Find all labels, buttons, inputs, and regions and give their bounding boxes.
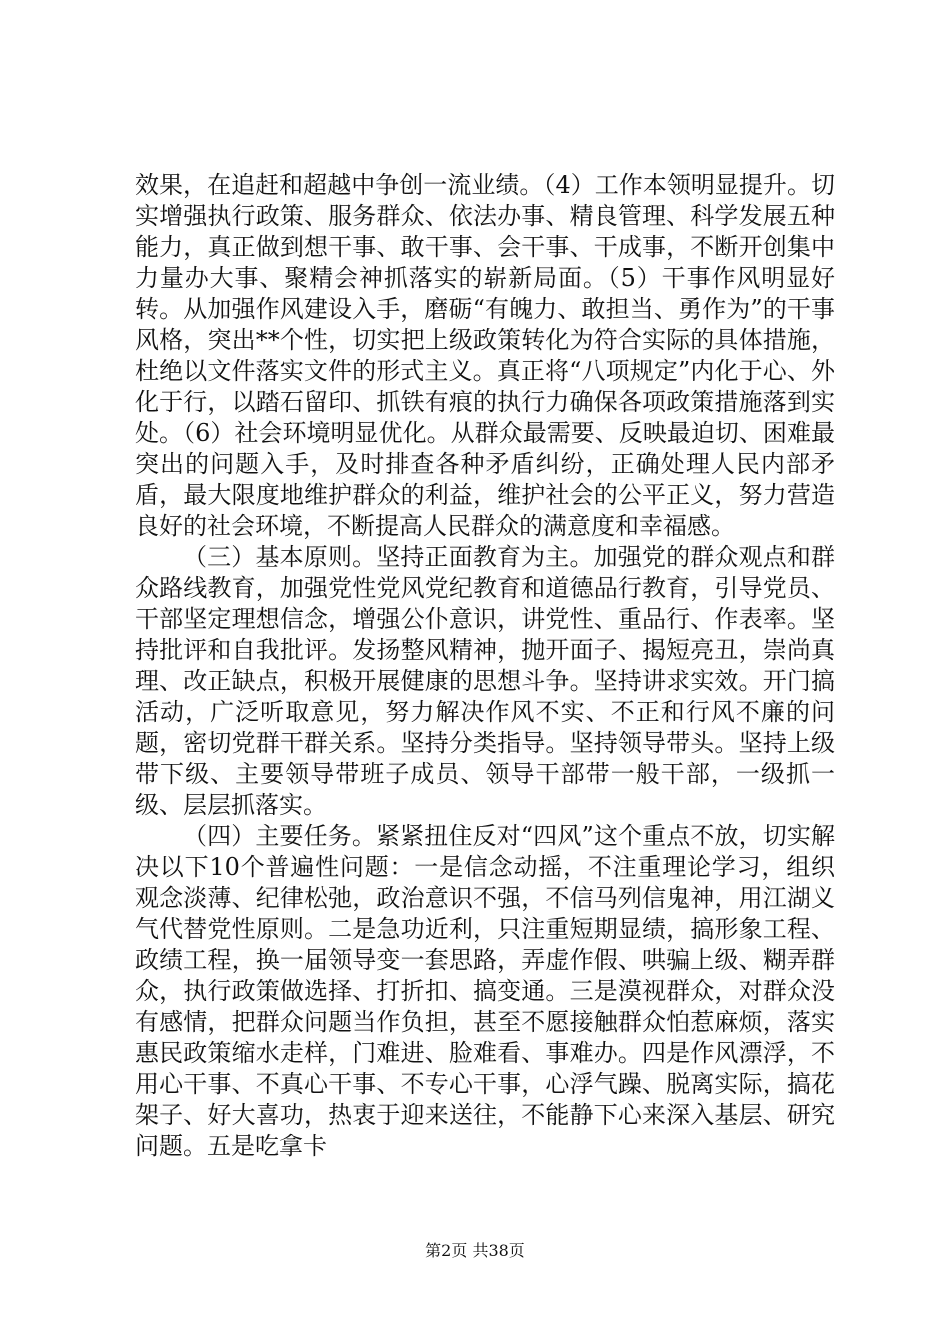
paragraph-main-tasks: （四）主要任务。紧紧扭住反对“四风”这个重点不放，切实解决以下10个普遍性问题：一是信念动摇，不注重理论学习，组织观念淡薄、纪律松弛，政治意识不强，不信马列信鬼神，用江湖义气代替党性原则。二是急功近利，只注重短期显绩，搞形象工程、政绩工程，换一届领导变一套思路，弄虚作假、哄骗上级、糊弄群众，执行政策做选择、打折扣、搞变通。三是漠视群众，对群众没有感情，把群众问题当作负担，甚至不愿接触群众怕惹麻烦，落实惠民政策缩水走样，门难进、脸难看、事难办。四是作风漂浮，不用心干事、不真心干事、不专心干事，心浮气躁、脱离实际，搞花架子、好大喜功，热衷于迎来送往，不能静下心来深入基层、研究问题。五是吃拿卡 (135, 822, 835, 1160)
body-text (135, 170, 835, 1162)
paragraph-basic-principles: （三）基本原则。坚持正面教育为主。加强党的群众观点和群众路线教育，加强党性党风党纪教育和道德品行教育，引导党员、干部坚定理想信念，增强公仆意识，讲党性、重品行、作表率。坚持批评和自我批评。发扬整风精神，抛开面子、揭短亮丑，崇尚真理、改正缺点，积极开展健康的思想斗争。坚持讲求实效。开门搞活动，广泛听取意见，努力解决作风不实、不正和行风不廉的问题，密切党群干群关系。坚持分类指导。坚持领导带头。坚持上级带下级、主要领导带班子成员、领导干部带一般干部，一级抓一级、层层抓落实。 (135, 543, 835, 819)
paragraph-continuation: 效果，在追赶和超越中争创一流业绩。（4）工作本领明显提升。切实增强执行政策、服务群众、依法办事、精良管理、科学发展五种能力，真正做到想干事、敢干事、会干事、干成事，不断开创集中力量办大事、聚精会神抓落实的崭新局面。（5）干事作风明显好转。从加强作风建设入手，磨砺“有魄力、敢担当、勇作为”的干事风格，突出**个性，切实把上级政策转化为符合实际的具体措施，杜绝以文件落实文件的形式主义。真正将“八项规定”内化于心、外化于行，以踏石留印、抓铁有痕的执行力确保各项政策措施落到实处。（6）社会环境明显优化。从群众最需要、反映最迫切、困难最突出的问题入手，及时排查各种矛盾纠纷，正确处理人民内部矛盾，最大限度地维护群众的利益，维护社会的公平正义，努力营造良好的社会环境，不断提高人民群众的满意度和幸福感。 (135, 171, 835, 540)
page-footer: 第2页 共38页 (425, 1241, 525, 1260)
